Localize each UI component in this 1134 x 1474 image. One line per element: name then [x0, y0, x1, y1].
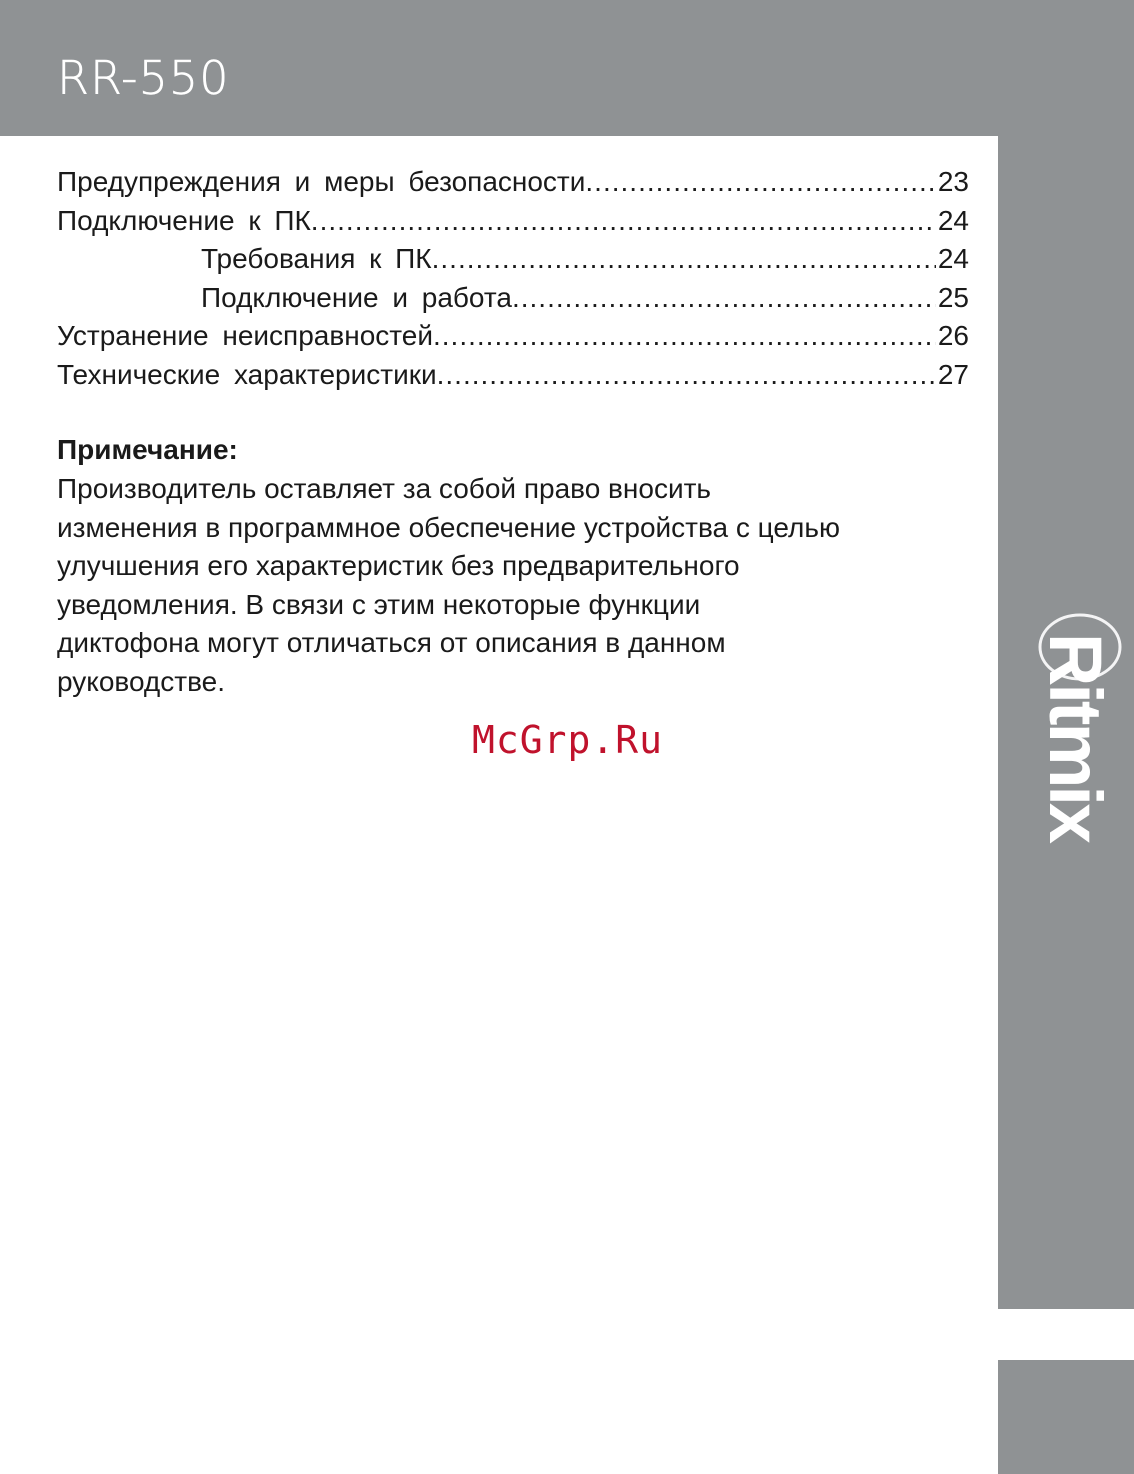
table-of-contents [57, 163, 969, 394]
toc-entry[interactable] [57, 202, 969, 241]
toc-subentry[interactable] [57, 240, 969, 279]
toc-entry-page: 26 [937, 320, 969, 351]
side-tab [998, 1360, 1134, 1474]
toc-entry-title: Подключение к ПК [57, 204, 311, 236]
toc-leader-dots [432, 240, 936, 279]
toc-leader-dots [433, 317, 936, 356]
toc-entry-title: Подключение и работа [201, 281, 512, 313]
toc-leader-dots [585, 163, 935, 202]
toc-entry-title: Устранение неисправностей [57, 320, 433, 351]
model-name: RR-550 [57, 51, 230, 105]
toc-entry-title: Предупреждения и меры безопасности [57, 166, 586, 197]
toc-subentry[interactable] [57, 279, 969, 318]
ritmix-logo [1016, 612, 1122, 862]
toc-entry-page: 27 [937, 358, 969, 390]
toc-entry-page: 25 [937, 281, 969, 313]
toc-entry-page: 23 [937, 166, 969, 197]
toc-leader-dots [512, 279, 936, 318]
toc-entry[interactable] [57, 356, 969, 395]
toc-entry-title: Требования к ПК [201, 243, 432, 274]
toc-entry-title: Технические характеристики [57, 358, 437, 390]
toc-leader-dots [311, 202, 936, 241]
toc-leader-dots [437, 356, 936, 395]
watermark: McGrp.Ru [472, 718, 664, 762]
note-body: Производитель оставляет за собой право вносить изменения в программное обеспечение устройства с целью улучшения его характеристик без предварительного уведомления. В связи с этим некоторые функции диктофона могут отличаться от описания в данном руководстве. [57, 473, 840, 697]
note-heading: Примечание: [57, 434, 238, 465]
toc-entry-page: 24 [937, 243, 969, 274]
toc-entry-page: 24 [937, 204, 969, 236]
toc-entry[interactable] [57, 163, 969, 202]
toc-entry[interactable] [57, 317, 969, 356]
svg-text:Ritmix: Ritmix [1034, 632, 1117, 842]
note-section [57, 430, 987, 701]
